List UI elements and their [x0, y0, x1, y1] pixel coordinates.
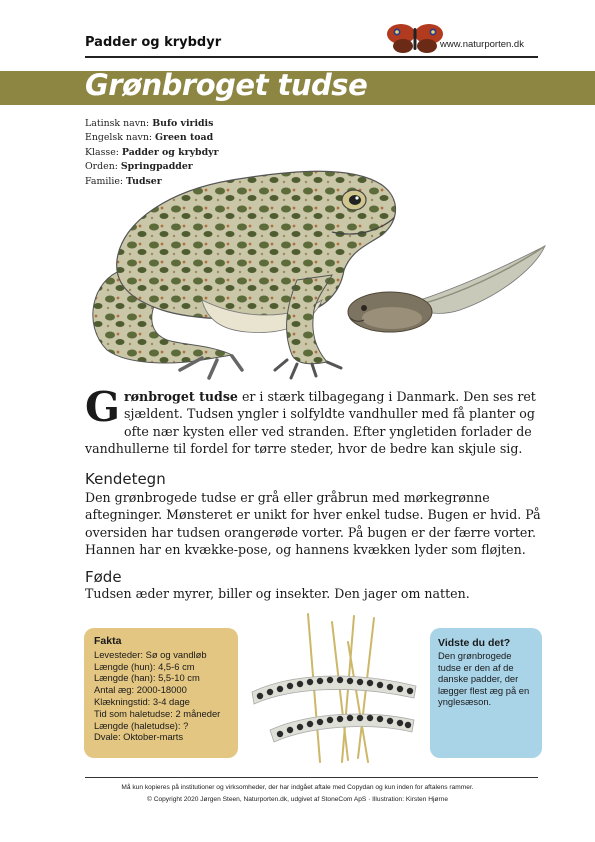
family-value: Tudser [126, 175, 162, 187]
fakta-line: Antal æg: 2000-18000 [94, 684, 187, 696]
fakta-line: Klækningstid: 3-4 dage [94, 695, 190, 707]
footer-divider [85, 777, 538, 778]
fakta-line: Dvale: Oktober-marts [94, 731, 184, 743]
did-you-know-text: Den grønbrogede tudse er den af de danske padder, der lægger flest æg på en ynglesæson. [438, 650, 530, 708]
page-title: Grønbroget tudse [85, 68, 368, 102]
latin-name-row [85, 117, 219, 131]
kendetegn-text: Den grønbrogede tudse er grå eller gråbrun med mørkegrønne aftegninger. Mønsteret er unikt for hver enkel tudse. Bugen er hvid. På oversiden har tudsen orangerøde vorter. På bugen er der færre vorter. Hannen har en kvække-pose, og hannens kvækken lyder som fløjten. [85, 490, 541, 558]
latin-name-value: Bufo viridis [152, 118, 214, 129]
header-divider [85, 56, 538, 58]
header-site-link[interactable]: www.naturporten.dk [440, 39, 524, 50]
egg-strings-illustration [250, 612, 418, 768]
intro-text: er i stærk tilbagegang i Danmark. Den ses ret sjældent. Tudsen yngler i solfyldte vandhuller med få planter og ofte nær kysten eller ved stranden. Efter yngletiden forlader de vandhullerne til fordel for tørre steder, hvor de bedre kan skjule sig. [85, 389, 536, 457]
english-name-row [85, 131, 219, 145]
intro-bold-name: rønbroget tudse [124, 389, 238, 404]
intro-paragraph [85, 383, 545, 458]
order-value: Springpadder [120, 161, 193, 173]
family-label: Familie: [85, 175, 124, 187]
footer-copyright: © Copyright 2020 Jørgen Steen, Naturporten.dk, udgivet af StoneCom ApS · Illustration: Kirsten Hjørne [147, 796, 448, 803]
fakta-line: Længde (han): 5,5-10 cm [94, 672, 200, 684]
fakta-box [84, 628, 238, 758]
latin-name-label: Latinsk navn: [85, 118, 150, 129]
tadpole-illustration [330, 238, 550, 338]
fakta-title: Fakta [94, 635, 122, 647]
fakta-line: Længde (haletudse): ? [94, 719, 189, 731]
drop-cap: G [85, 383, 121, 431]
english-name-label: Engelsk navn: [85, 132, 153, 144]
class-label: Klasse: [85, 146, 119, 158]
fode-text: Tudsen æder myrer, biller og insekter. Den jager om natten. [85, 586, 470, 601]
did-you-know-title: Vidste du det? [438, 637, 511, 649]
butterfly-logo-icon [385, 22, 445, 54]
order-label: Orden: [85, 161, 118, 173]
kendetegn-heading: Kendetegn [85, 470, 166, 488]
class-value: Padder og krybdyr [121, 146, 219, 158]
fakta-line: Levesteder: Sø og vandløb [94, 648, 207, 660]
did-you-know-box [430, 628, 542, 758]
fakta-line: Tid som haletudse: 2 måneder [94, 707, 221, 719]
footer-copy-notice: Må kun kopieres på institutioner og virksomheder, der har indgået aftale med Copydan og kun inden for aftalens rammer. [121, 784, 474, 791]
header-category: Padder og krybdyr [85, 35, 222, 50]
fakta-line: Længde (hun): 4,5-6 cm [94, 660, 195, 672]
english-name-value: Green toad [155, 132, 214, 144]
fode-heading: Føde [85, 568, 122, 586]
